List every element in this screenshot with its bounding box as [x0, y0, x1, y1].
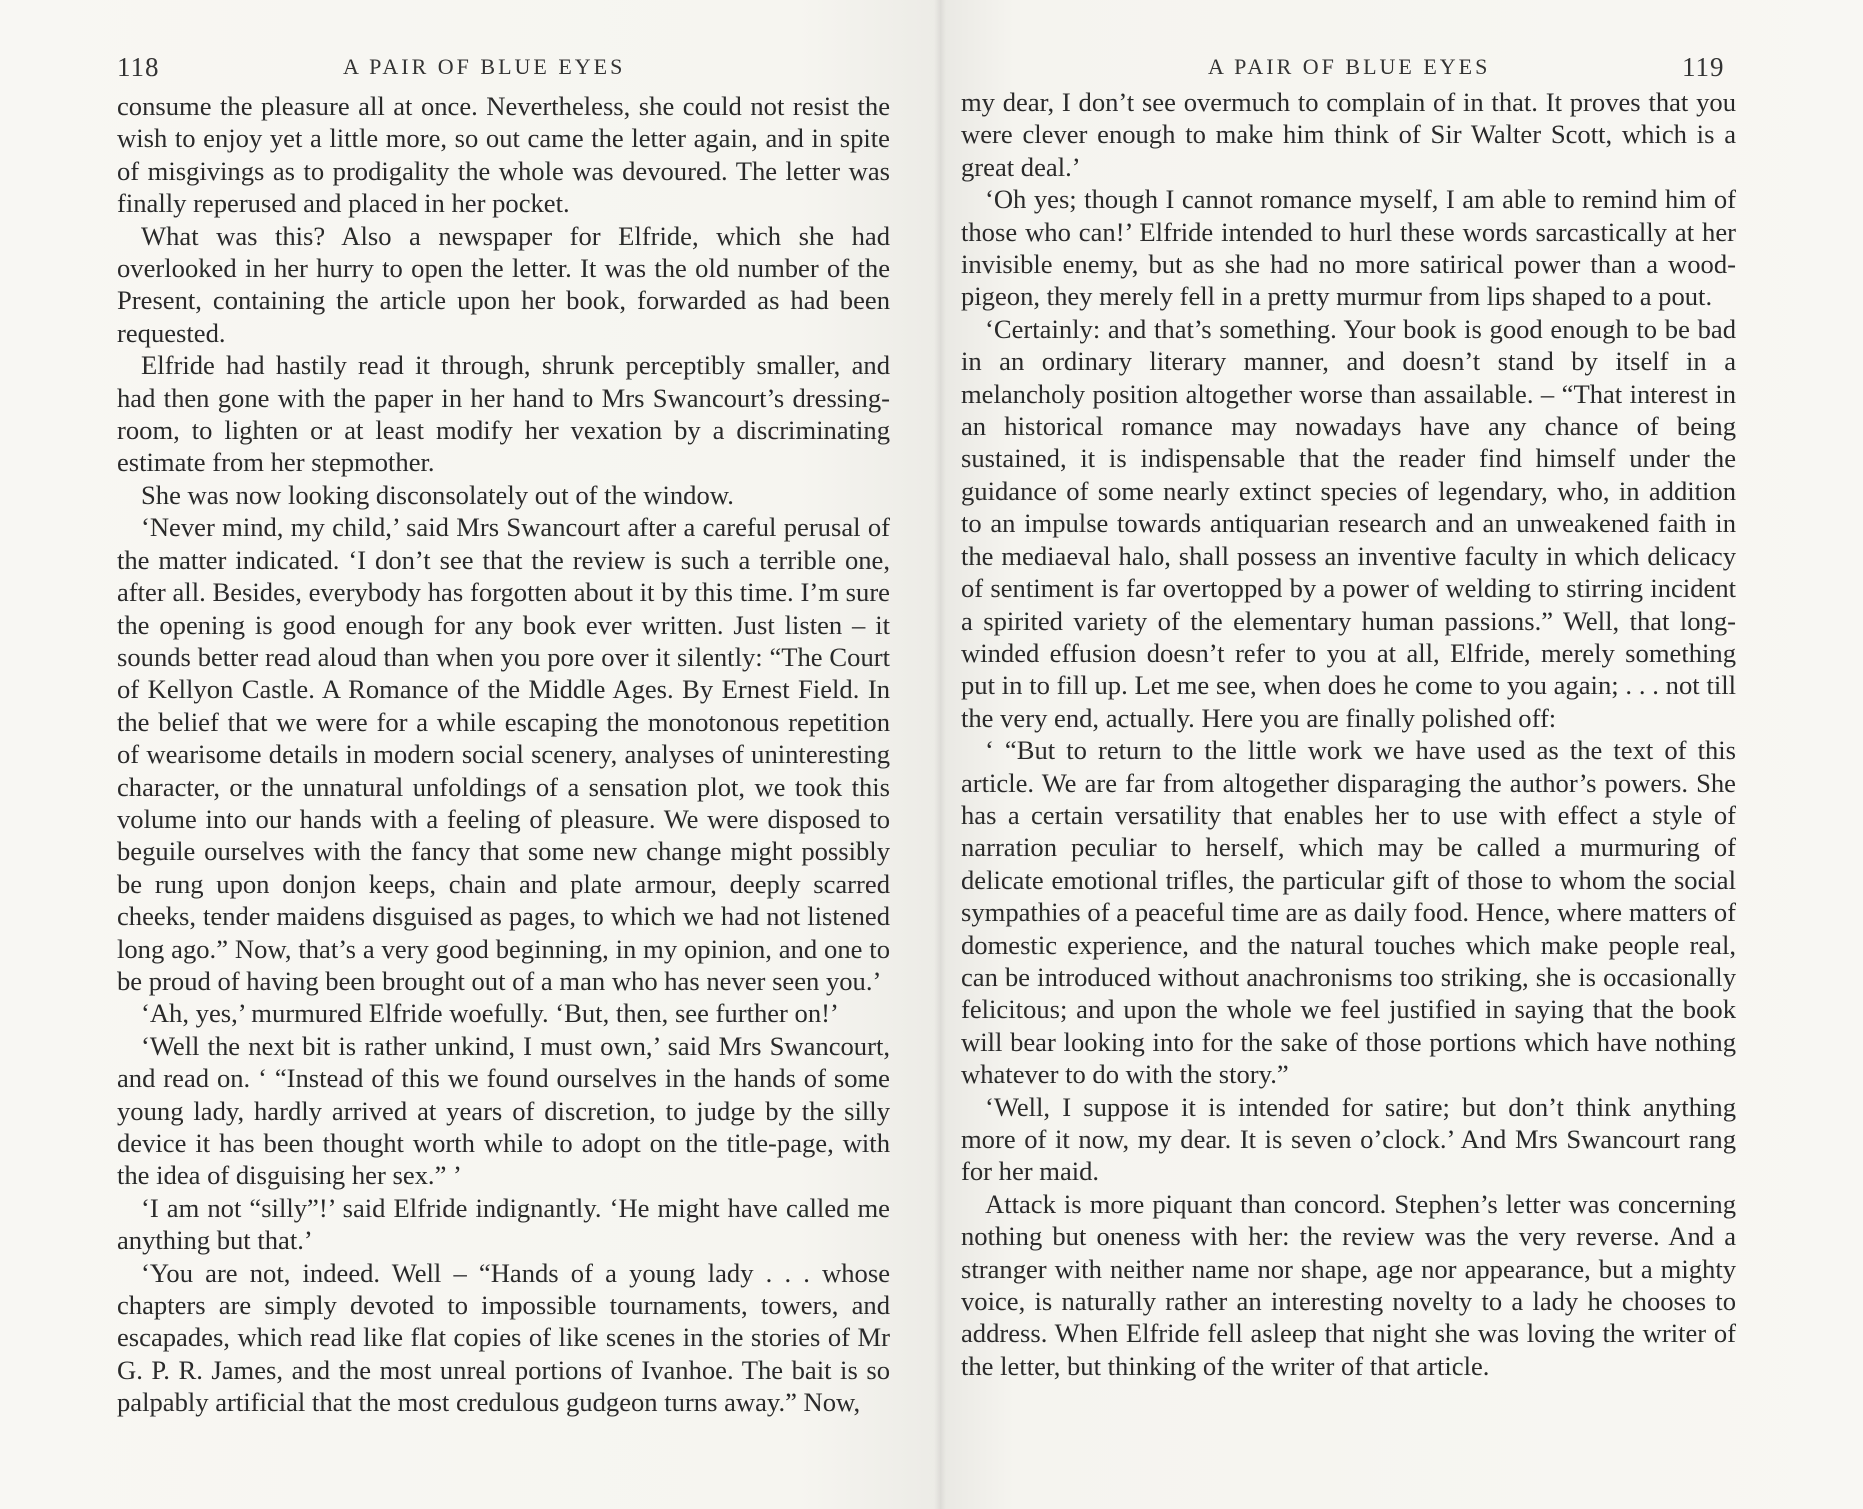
paragraph: ‘ “But to return to the little work we have used as the text of this article. We are far from altogether disparaging the author’s powers. She has a certain versatility that enables her to use with effect a style of narration peculiar to herself, which may be called a murmuring of delicate emotional trifles, the particular gift of those to whom the social sympathies of a peaceful time are as daily food. Hence, where matters of domestic experience, and the natural touches which make people real, can be introduced without anachronisms too striking, she is occasionally felicitous; and upon the whole we feel justified in saying that the book will bear looking into for the sake of those portions which have nothing whatever to do with the story.”: [961, 735, 1736, 1090]
left-page-text: [117, 90, 890, 1419]
paragraph: ‘I am not “silly”!’ said Elfride indignantly. ‘He might have called me anything but that.’: [117, 1192, 890, 1256]
right-page: [940, 0, 1863, 1509]
right-page-number: 119: [1682, 52, 1725, 82]
paragraph: ‘Oh yes; though I cannot romance myself, I am able to remind him of those who can!’ Elfride intended to hurl these words sarcastically at her invisible enemy, but as she had no more satirical power than a wood-pigeon, they merely fell in a pretty murmur from lips shaped to a pout.: [961, 184, 1736, 312]
left-book-title: A PAIR OF BLUE EYES: [343, 54, 626, 79]
paragraph: Attack is more piquant than concord. Stephen’s letter was concerning nothing but oneness with her: the review was the very reverse. And a stranger with neither name nor shape, age nor appearance, but a mighty voice, is naturally rather an interesting novelty to a lady he chooses to address. When Elfride fell asleep that night she was loving the writer of the letter, but thinking of the writer of that article.: [961, 1188, 1736, 1381]
left-page-number: 118: [117, 52, 160, 82]
paragraph: consume the pleasure all at once. Nevertheless, she could not resist the wish to enjoy yet a little more, so out came the letter again, and in spite of misgivings as to prodigality the whole was devoured. The letter was finally reperused and placed in her pocket.: [117, 91, 890, 219]
book-gutter: [934, 0, 946, 1509]
right-book-title: A PAIR OF BLUE EYES: [1208, 54, 1491, 79]
paragraph: ‘You are not, indeed. Well – “Hands of a young lady . . . whose chapters are simply devoted to impossible tournaments, towers, and escapades, which read like flat copies of like scenes in the stories of Mr G. P. R. James, and the most unreal portions of Ivanhoe. The bait is so palpably artificial that the most credulous gudgeon turns away.” Now,: [117, 1257, 890, 1418]
paragraph: ‘Well the next bit is rather unkind, I must own,’ said Mrs Swancourt, and read on. ‘ “Instead of this we found ourselves in the hands of some young lady, hardly arrived at years of discretion, to judge by the silly device it has been thought worth while to adopt on the title-page, with the idea of disguising her sex.” ’: [117, 1030, 890, 1191]
paragraph: ‘Never mind, my child,’ said Mrs Swancourt after a careful perusal of the matter indicated. ‘I don’t see that the review is such a terrible one, after all. Besides, everybody has forgotten about it by this time. I’m sure the opening is good enough for any book ever written. Just listen – it sounds better read aloud than when you pore over it silently: “The Court of Kellyon Castle. A Romance of the Middle Ages. By Ernest Field. In the belief that we were for a while escaping the monotonous repetition of wearisome details in modern social scenery, analyses of uninteresting character, or the unnatural unfoldings of a sensation plot, we took this volume into our hands with a feeling of pleasure. We were disposed to beguile ourselves with the fancy that some new change might possibly be rung upon donjon keeps, chain and plate armour, deeply scarred cheeks, tender maidens disguised as pages, to which we had not listened long ago.” Now, that’s a very good beginning, in my opinion, and one to be proud of having been brought out of a man who has never seen you.’: [117, 512, 890, 996]
paragraph: What was this? Also a newspaper for Elfride, which she had overlooked in her hurry to open the letter. It was the old number of the Present, containing the article upon her book, forwarded as had been requested.: [117, 220, 890, 348]
paragraph: She was now looking disconsolately out of the window.: [141, 479, 734, 510]
paragraph: ‘Ah, yes,’ murmured Elfride woefully. ‘But, then, see further on!’: [141, 998, 839, 1029]
right-page-text: [961, 86, 1736, 1382]
paragraph: ‘Well, I suppose it is intended for satire; but don’t think anything more of it now, my dear. It is seven o’clock.’ And Mrs Swancourt rang for her maid.: [961, 1091, 1736, 1187]
paragraph: my dear, I don’t see overmuch to complain of in that. It proves that you were clever enough to make him think of Sir Walter Scott, which is a great deal.’: [961, 87, 1736, 182]
paragraph: Elfride had hastily read it through, shrunk perceptibly smaller, and had then gone with the paper in her hand to Mrs Swancourt’s dressing-room, to lighten or at least modify her vexation by a discriminating estimate from her stepmother.: [117, 350, 890, 478]
right-running-head: [940, 52, 1863, 88]
paragraph: ‘Certainly: and that’s something. Your book is good enough to be bad in an ordinary literary manner, and doesn’t stand by itself in a melancholy position altogether worse than assailable. – “That interest in an historical romance may nowadays have any chance of being sustained, it is indispensable that the reader find himself under the guidance of some nearly extinct species of legendary, who, in addition to an impulse towards antiquarian research and an unweakened faith in the mediaeval halo, shall possess an inventive faculty in which delicacy of sentiment is far overtopped by a power of welding to stirring incident a spirited variety of the elementary human passions.” Well, that long-winded effusion doesn’t refer to you at all, Elfride, merely something put in to fill up. Let me see, when does he come to you again; . . . not till the very end, actually. Here you are finally polished off:: [961, 313, 1736, 733]
